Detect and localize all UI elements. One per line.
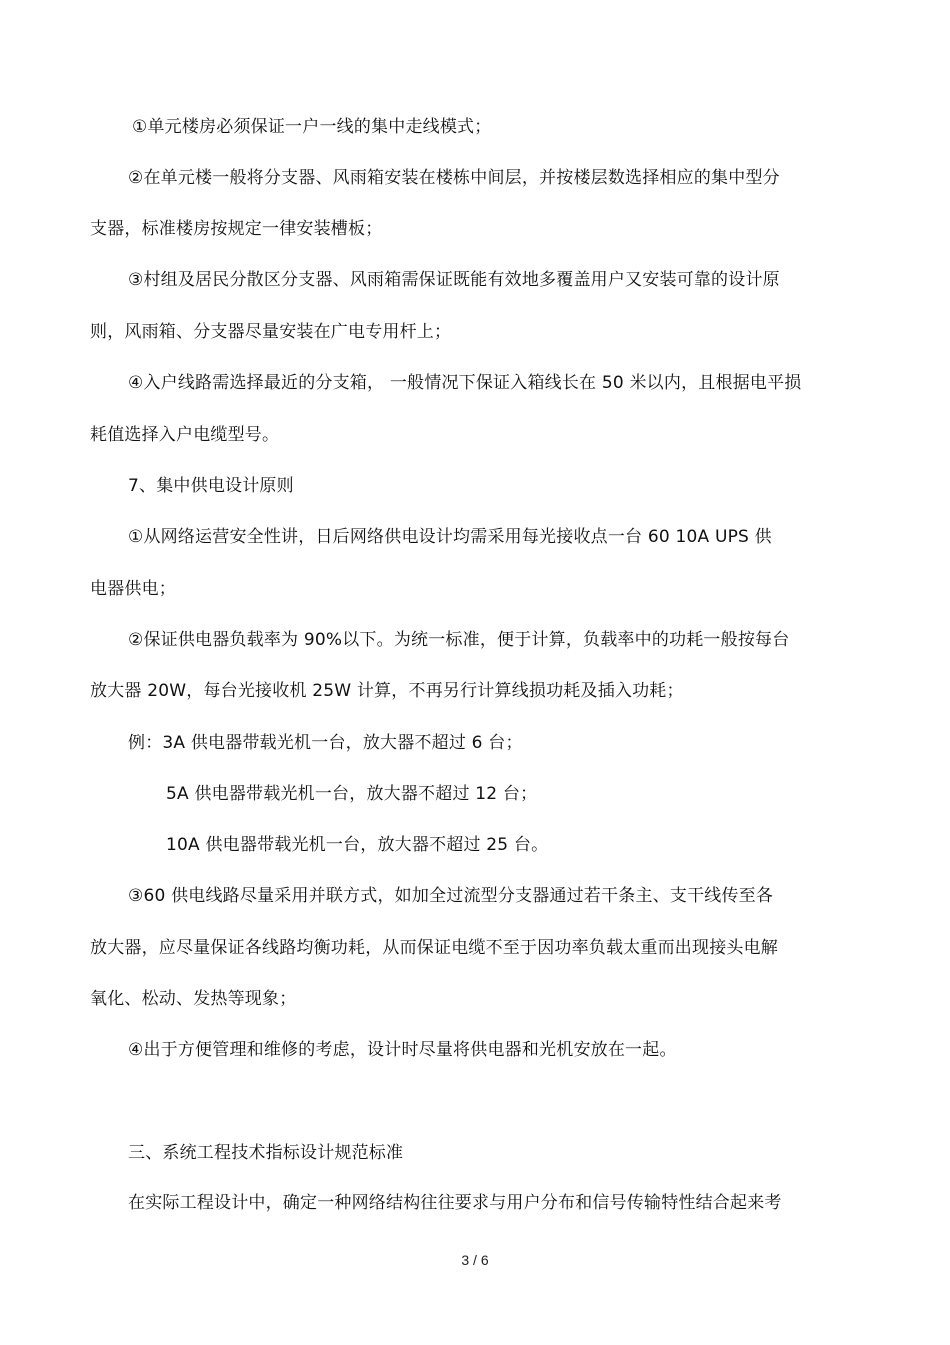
text-line-10: 电器供电； — [90, 579, 176, 599]
text-line-16: ③60 供电线路尽量采用并联方式，如加全过流型分支器通过若干条主、支干线传至各 — [128, 886, 774, 906]
text-line-3: 支器，标准楼房按规定一律安装槽板； — [90, 219, 383, 239]
text-line-19: ④出于方便管理和维修的考虑，设计时尽量将供电器和光机安放在一起。 — [128, 1040, 677, 1060]
example-line-1: 例：3A 供电器带载光机一台，放大器不超过 6 台； — [128, 733, 523, 753]
text-line-7: 耗值选择入户电缆型号。 — [90, 425, 280, 445]
text-line-6: ④入户线路需选择最近的分支箱， 一般情况下保证入箱线长在 50 米以内，且根据电平损 — [128, 373, 802, 393]
section-heading-standards: 三、系统工程技术指标设计规范标准 — [128, 1143, 404, 1163]
example-line-3: 10A 供电器带载光机一台，放大器不超过 25 台。 — [166, 835, 549, 855]
section-heading-power-supply: 7、集中供电设计原则 — [128, 476, 294, 496]
text-line-11: ②保证供电器负载率为 90%以下。为统一标准，便于计算，负载率中的功耗一般按每台 — [128, 630, 790, 650]
text-line-1: ①单元楼房必须保证一户一线的集中走线模式； — [132, 117, 492, 137]
text-line-17: 放大器，应尽量保证各线路均衡功耗，从而保证电缆不至于因功率负载太重而出现接头电解 — [90, 938, 778, 958]
text-line-12: 放大器 20W，每台光接收机 25W 计算，不再另行计算线损功耗及插入功耗； — [90, 681, 684, 701]
text-line-5: 则，风雨箱、分支器尽量安装在广电专用杆上； — [90, 322, 452, 342]
text-line-21: 在实际工程设计中，确定一种网络结构往往要求与用户分布和信号传输特性结合起来考 — [128, 1193, 782, 1213]
example-line-2: 5A 供电器带载光机一台，放大器不超过 12 台； — [166, 784, 538, 804]
text-line-2: ②在单元楼一般将分支器、风雨箱安装在楼栋中间层，并按楼层数选择相应的集中型分 — [128, 168, 780, 188]
text-line-9: ①从网络运营安全性讲，日后网络供电设计均需采用每光接收点一台 60 10A UPS 供 — [128, 527, 772, 547]
text-line-18: 氧化、松动、发热等现象； — [90, 989, 297, 1009]
text-line-4: ③村组及居民分散区分支器、风雨箱需保证既能有效地多覆盖用户又安装可靠的设计原 — [128, 270, 780, 290]
page-number: 3 / 6 — [461, 1252, 489, 1268]
